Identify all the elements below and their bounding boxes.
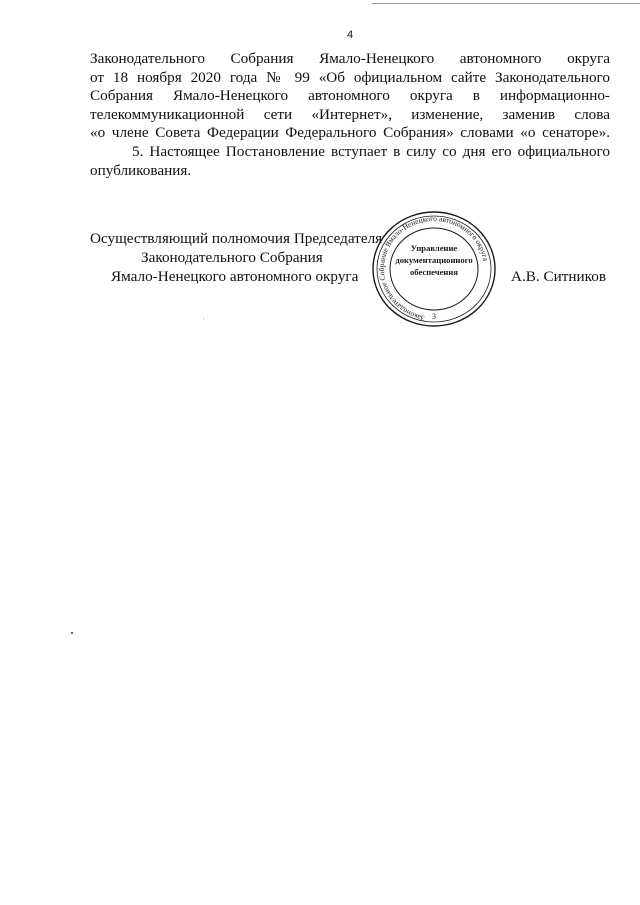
paragraph-effective-date [90,143,610,180]
page-number: 4 [346,29,354,41]
seal-center-text: Управление [410,243,458,253]
seal-number: 3 [432,312,436,321]
seal-graphic [371,207,497,327]
text-line: опубликования. [90,161,192,179]
seal-center-text: документационного [395,255,473,265]
signatory-name: А.В. Ситников [511,268,607,285]
paragraph-amendment [90,50,610,143]
text-line: 5. Настоящее Постановление вступает в силу со дня его официального [132,143,610,160]
scan-speck [203,318,204,319]
seal-center-text: обеспечения [410,267,458,277]
header-rule [372,3,640,4]
text-line: Законодательного Собрания Ямало-Ненецкого автономного округа [90,50,610,67]
text-line: «о члене Совета Федерации Федерального Собрания» словами «о сенаторе». [90,124,610,142]
text-line: Собрания Ямало-Ненецкого автономного округа в информационно- [90,87,610,105]
signatory-position: Ямало-Ненецкого автономного округа [111,268,359,285]
official-seal [371,207,497,327]
text-line: телекоммуникационной сети «Интернет», изменение, заменив слова [90,105,610,123]
signatory-position: Осуществляющий полномочия Председателя [90,230,383,247]
signature-block [0,230,640,290]
seal-ring-text: Законодательное Собрание Ямало-Ненецкого автономного округа [376,213,491,324]
text-line: от 18 ноября 2020 года № 99 «Об официальном сайте Законодательного [90,68,610,86]
scan-speck [71,632,73,634]
signatory-position: Законодательного Собрания [141,249,323,266]
